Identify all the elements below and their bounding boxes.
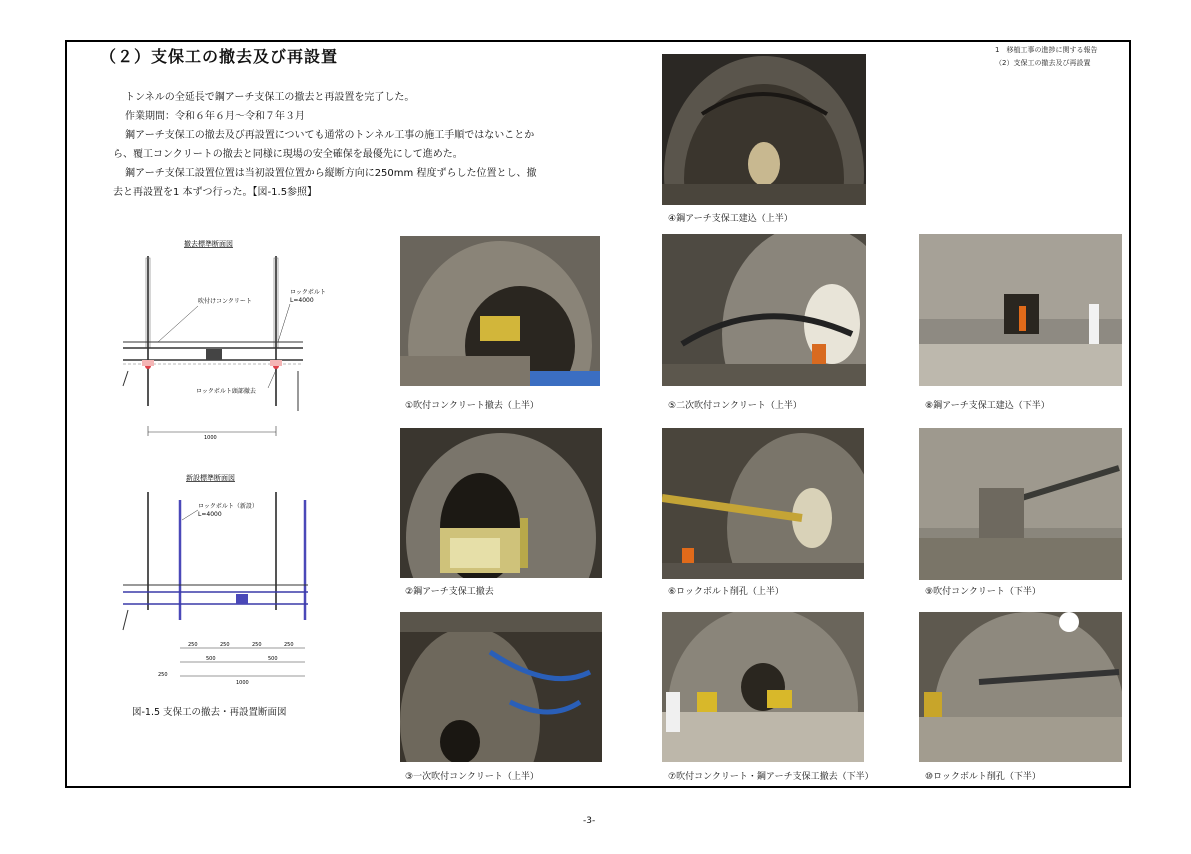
photo-8 bbox=[919, 234, 1122, 386]
photo-2-caption: ②鋼アーチ支保工撤去 bbox=[405, 587, 494, 597]
dim-500-b: 500 bbox=[268, 656, 278, 662]
dim-250-a: 250 bbox=[188, 642, 198, 648]
photo-10 bbox=[919, 612, 1122, 762]
label-length: L=4000 bbox=[290, 297, 314, 304]
paragraph-3: 鋼アーチ支保工の撤去及び再設置についても通常のトンネル工事の施工手順ではないことか bbox=[125, 130, 535, 141]
photo-1 bbox=[400, 236, 600, 386]
paragraph-6: 去と再設置を1 本ずつ行った。【図-1.5参照】 bbox=[113, 187, 318, 198]
label-rockbolt: ロックボルト bbox=[290, 289, 326, 296]
paragraph-2: 作業期間：令和６年６月～令和７年３月 bbox=[125, 111, 305, 122]
photo-6-caption: ⑥ロックボルト削孔（上半） bbox=[668, 587, 784, 597]
removal-heading: 撤去標準断面図 bbox=[184, 240, 233, 248]
photo-5-caption: ⑤二次吹付コンクリート（上半） bbox=[668, 401, 802, 411]
photo-9-caption: ⑨吹付コンクリート（下半） bbox=[925, 587, 1041, 597]
paragraph-4: ら、覆工コンクリートの撤去と同様に現場の安全確保を最優先にして進めた。 bbox=[113, 149, 463, 160]
photo-10-caption: ⑩ロックボルト削孔（下半） bbox=[925, 772, 1041, 782]
label-length-new: L=4000 bbox=[198, 511, 222, 518]
photo-5 bbox=[662, 234, 866, 386]
header-line-2: （2）支保工の撤去及び再設置 bbox=[995, 59, 1091, 67]
paragraph-1: トンネルの全延長で鋼アーチ支保工の撤去と再設置を完了した。 bbox=[125, 92, 415, 103]
page-number: -3- bbox=[583, 816, 596, 826]
dim-500-a: 500 bbox=[206, 656, 216, 662]
photo-3-caption: ③一次吹付コンクリート（上半） bbox=[405, 772, 539, 782]
label-rockbolt-new: ロックボルト（新設） bbox=[198, 503, 258, 510]
photo-9 bbox=[919, 428, 1122, 580]
body-text bbox=[113, 88, 583, 202]
dim-250-c: 250 bbox=[252, 642, 262, 648]
dim-1000: 1000 bbox=[204, 435, 217, 441]
photo-4 bbox=[662, 54, 866, 205]
dim-250-d: 250 bbox=[284, 642, 294, 648]
removal-section-diagram bbox=[118, 236, 328, 446]
photo-6 bbox=[662, 428, 864, 579]
dim-250-b: 250 bbox=[220, 642, 230, 648]
photo-2 bbox=[400, 428, 602, 578]
new-section-diagram bbox=[118, 470, 328, 690]
paragraph-5: 鋼アーチ支保工設置位置は当初設置位置から縦断方向に250mm 程度ずらした位置とし、撤 bbox=[125, 168, 537, 179]
label-head-removal: ロックボルト頭部撤去 bbox=[196, 388, 256, 395]
photo-3 bbox=[400, 612, 602, 762]
photo-7 bbox=[662, 612, 864, 762]
label-shotcrete: 吹付けコンクリート bbox=[198, 298, 252, 305]
dim-250-e: 250 bbox=[158, 672, 168, 678]
dim-1000-new: 1000 bbox=[236, 680, 249, 686]
photo-1-caption: ①吹付コンクリート撤去（上半） bbox=[405, 401, 539, 411]
photo-8-caption: ⑧鋼アーチ支保工建込（下半） bbox=[925, 401, 1050, 411]
figure-caption: 図-1.5 支保工の撤去・再設置断面図 bbox=[132, 707, 287, 718]
header-line-1: 1 移植工事の進捗に関する報告 bbox=[995, 46, 1098, 54]
section-title: （２）支保工の撤去及び再設置 bbox=[100, 47, 339, 66]
photo-4-caption: ④鋼アーチ支保工建込（上半） bbox=[668, 214, 793, 224]
photo-7-caption: ⑦吹付コンクリート・鋼アーチ支保工撤去（下半） bbox=[668, 772, 874, 782]
new-heading: 新設標準断面図 bbox=[186, 474, 235, 482]
